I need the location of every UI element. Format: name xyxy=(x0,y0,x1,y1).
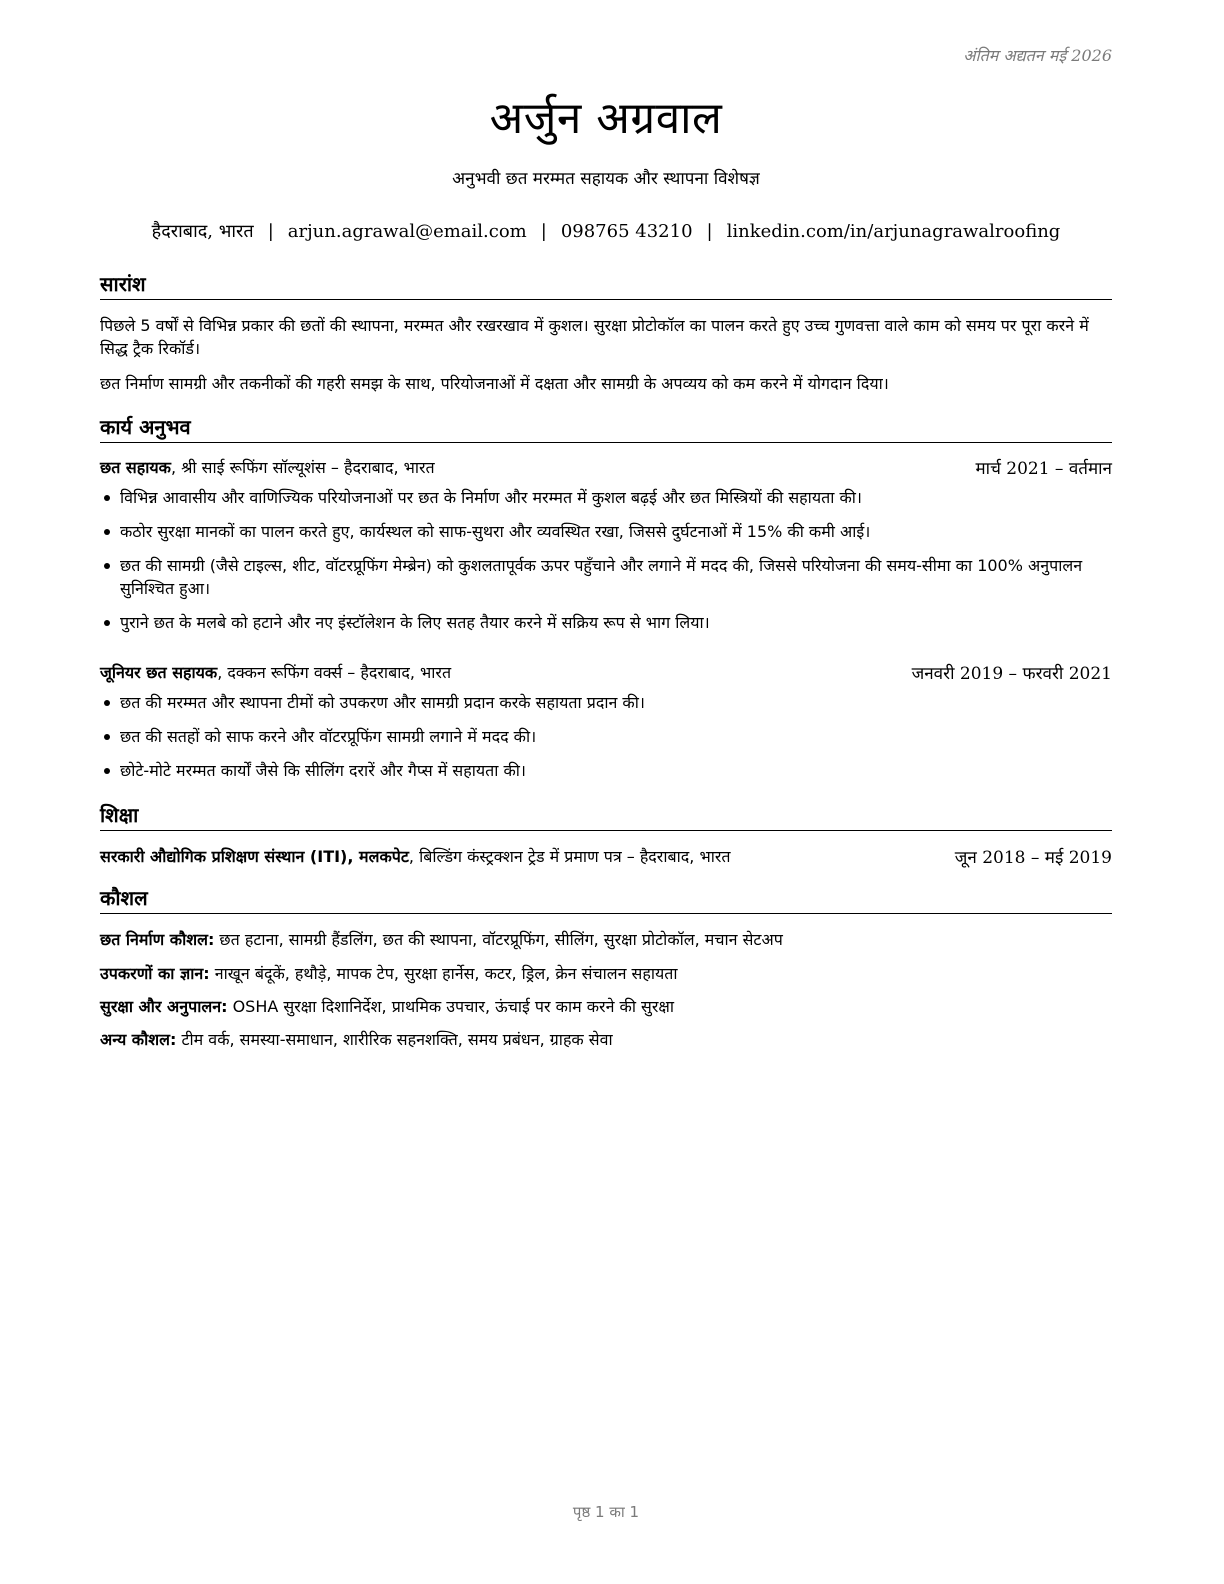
job-organization: , श्री साई रूफिंग सॉल्यूशंस – हैदराबाद, भारत xyxy=(170,458,435,477)
job-bullets xyxy=(100,691,1112,793)
section-title-experience: कार्य अनुभव xyxy=(100,413,1112,443)
page-number: पृष्ठ 1 का 1 xyxy=(572,1503,640,1521)
job-header xyxy=(100,456,1112,479)
job-bullets xyxy=(100,486,1112,645)
job-organization: , दक्कन रूफिंग वर्क्स – हैदराबाद, भारत xyxy=(217,663,452,682)
education-institution: सरकारी औद्योगिक प्रशिक्षण संस्थान (ITI), मलकपेट xyxy=(100,847,409,866)
skill-value: OSHA सुरक्षा दिशानिर्देश, प्राथमिक उपचार, ऊंचाई पर काम करने की सुरक्षा xyxy=(227,997,675,1016)
education-detail: , बिल्डिंग कंस्ट्रक्शन ट्रेड में प्रमाण पत्र – हैदराबाद, भारत xyxy=(408,847,731,866)
education-entry xyxy=(100,845,1112,868)
contact-line xyxy=(100,219,1112,243)
skill-value: नाखून बंदूकें, हथौड़े, मापक टेप, सुरक्षा हार्नेस, कटर, ड्रिल, क्रेन संचालन सहायता xyxy=(209,964,678,983)
job-dates: मार्च 2021 – वर्तमान xyxy=(975,459,1112,479)
skill-line xyxy=(100,995,1112,1017)
list-item: पुराने छत के मलबे को हटाने और नए इंस्टॉलेशन के लिए सतह तैयार करने में सक्रिय रूप से भाग लिया। xyxy=(100,611,1112,634)
section-title-summary: सारांश xyxy=(100,270,1112,300)
list-item: विभिन्न आवासीय और वाणिज्यिक परियोजनाओं पर छत के निर्माण और मरम्मत में कुशल बढ़ई और छत मिस्त्रियों की सहायता की। xyxy=(100,486,1112,509)
section-title-skills: कौशल xyxy=(100,884,1112,914)
summary-paragraph-2: छत निर्माण सामग्री और तकनीकों की गहरी समझ के साथ, परियोजनाओं में दक्षता और सामग्री के अपव्यय को कम करने में योगदान दिया। xyxy=(100,374,889,393)
skill-label: उपकरणों का ज्ञान: xyxy=(100,964,210,983)
skill-line xyxy=(100,928,1112,950)
skill-label: सुरक्षा और अनुपालन: xyxy=(100,997,228,1016)
contact-separator: | xyxy=(540,221,547,242)
skill-line xyxy=(100,1028,1112,1050)
list-item: छत की मरम्मत और स्थापना टीमों को उपकरण और सामग्री प्रदान करके सहायता प्रदान की। xyxy=(100,691,1112,714)
contact-separator: | xyxy=(267,221,274,242)
list-item: कठोर सुरक्षा मानकों का पालन करते हुए, कार्यस्थल को साफ-सुथरा और व्यवस्थित रखा, जिससे दुर्घटनाओं में 15% की कमी आई। xyxy=(100,520,1112,543)
contact-separator: | xyxy=(706,221,713,242)
job-header xyxy=(100,661,1112,684)
section-title-education: शिक्षा xyxy=(100,801,1112,831)
job-dates: जनवरी 2019 – फरवरी 2021 xyxy=(911,664,1112,684)
job-title-line xyxy=(100,456,435,479)
contact-email[interactable]: arjun.agrawal@email.com xyxy=(287,221,527,242)
skill-value: टीम वर्क, समस्या-समाधान, शारीरिक सहनशक्ति, समय प्रबंधन, ग्राहक सेवा xyxy=(176,1030,613,1049)
contact-location: हैदराबाद, भारत xyxy=(151,221,254,242)
contact-linkedin[interactable]: linkedin.com/in/arjunagrawalroofing xyxy=(726,221,1061,242)
summary-paragraph-1: पिछले 5 वर्षों से विभिन्न प्रकार की छतों की स्थापना, मरम्मत और रखरखाव में कुशल। सुरक्षा प्रोटोकॉल का पालन करते हुए उच्च गुणवत्ता वाले काम को समय पर पूरा करने में सिद्ध ट्रैक रिकॉर्ड। xyxy=(100,316,1089,358)
job-role: जूनियर छत सहायक xyxy=(100,663,218,682)
education-line xyxy=(100,845,731,868)
education-dates: जून 2018 – मई 2019 xyxy=(954,848,1112,868)
list-item: छत की सामग्री (जैसे टाइल्स, शीट, वॉटरप्रूफिंग मेम्ब्रेन) को कुशलतापूर्वक ऊपर पहुँचाने और लगाने में मदद की, जिससे परियोजना की समय-सीमा का 100% अनुपालन सुनिश्चित हुआ। xyxy=(100,554,1112,600)
last-updated: अंतिम अद्यतन मई 2026 xyxy=(963,46,1112,65)
job-role: छत सहायक xyxy=(100,458,171,477)
candidate-name: अर्जुन अग्रवाल xyxy=(489,93,723,144)
job-title-line xyxy=(100,661,451,684)
skill-line xyxy=(100,962,1112,984)
resume-page xyxy=(100,0,1112,1584)
list-item: छत की सतहों को साफ करने और वॉटरप्रूफिंग सामग्री लगाने में मदद की। xyxy=(100,725,1112,748)
contact-phone[interactable]: 098765 43210 xyxy=(560,221,693,242)
list-item: छोटे-मोटे मरम्मत कार्यों जैसे कि सीलिंग दरारें और गैप्स में सहायता की। xyxy=(100,759,1112,782)
skill-value: छत हटाना, सामग्री हैंडलिंग, छत की स्थापना, वॉटरप्रूफिंग, सीलिंग, सुरक्षा प्रोटोकॉल, मचान सेटअप xyxy=(214,930,783,949)
candidate-tagline: अनुभवी छत मरम्मत सहायक और स्थापना विशेषज्ञ xyxy=(452,169,760,189)
skill-label: अन्य कौशल: xyxy=(100,1030,177,1049)
skill-label: छत निर्माण कौशल: xyxy=(100,930,215,949)
